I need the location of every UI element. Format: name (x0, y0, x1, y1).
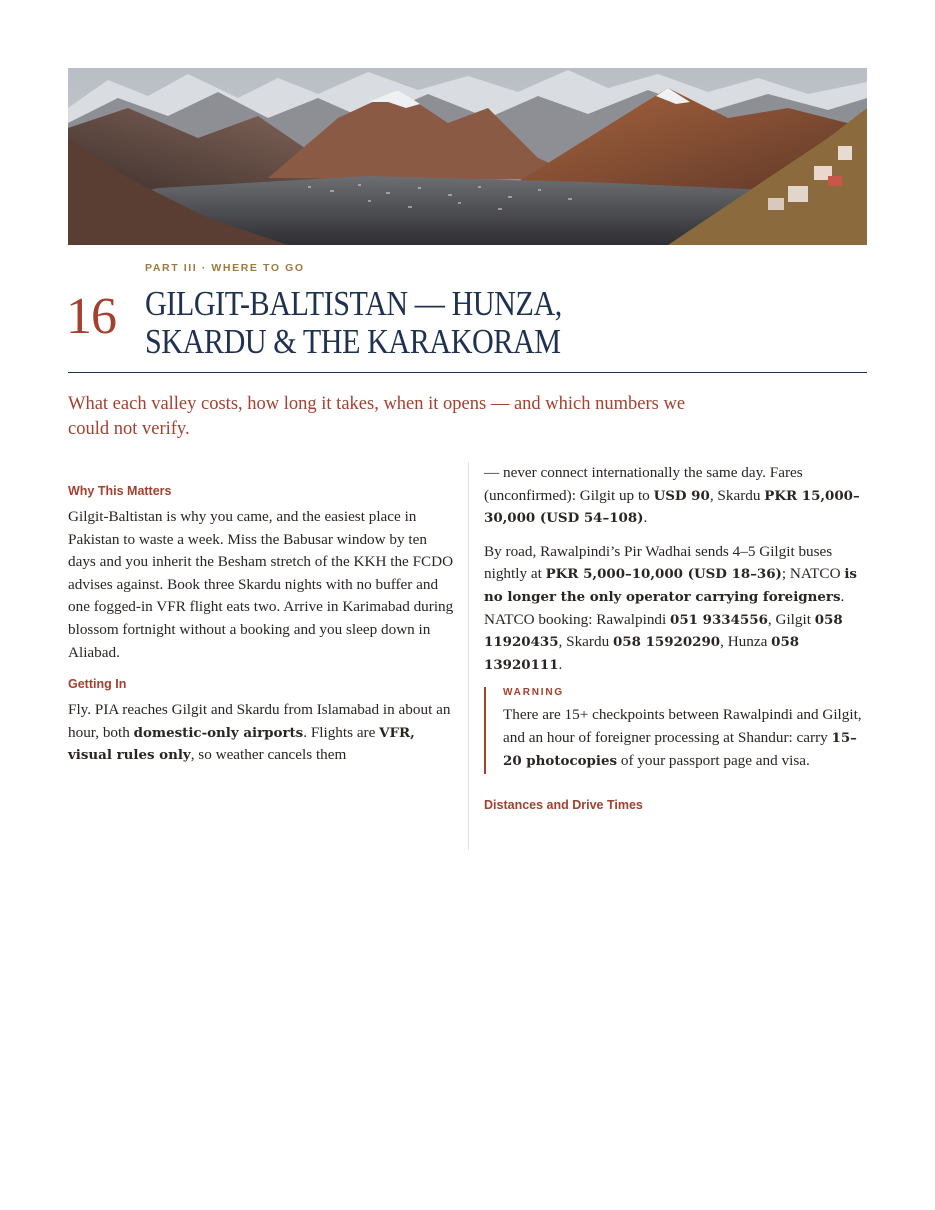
why-this-matters-text: Gilgit-Baltistan is why you came, and the easiest place in Pakistan to waste a week. Miss the Babusar window by ten days and you inherit the Besham stretch of the KKH the FCDO advises against. Book three Skardu nights with no buffer and one fogged-in VFR flight eats two. Arrive in Karimabad during blossom fortnight without a booking and you sleep down in Aliabad. (68, 508, 454, 661)
distances-heading: Distances and Drive Times (484, 798, 643, 813)
why-this-matters-heading: Why This Matters (68, 484, 172, 498)
warning-callout (484, 687, 869, 774)
title-divider (68, 372, 867, 373)
chapter-title-line-2: SKARDU & THE KARAKORAM (145, 322, 561, 361)
right-column (484, 462, 869, 820)
chapter-subtitle: What each valley costs, how long it takes, when it opens — and which numbers we could not verify. (68, 394, 686, 439)
left-column (68, 482, 454, 778)
getting-in-text: Fly. PIA reaches Gilgit and Skardu from Islamabad in about an hour, both domestic-only airports. Flights are VFR, visual rules only, so weather cancels them (68, 701, 451, 764)
column-divider (468, 462, 469, 850)
flights-continued-text: — never connect internationally the same day. Fares (unconfirmed): Gilgit up to USD 90, Skardu PKR 15,000–30,000 (USD 54–108). (484, 464, 860, 527)
by-road-text: By road, Rawalpindi’s Pir Wadhai sends 4–5 Gilgit buses nightly at PKR 5,000–10,000 (USD 18–36); NATCO is no longer the only operator carrying foreigners. NATCO booking: Rawalpindi 051 9334556, Gilgit 058 11920435, Skardu 058 15920290, Hunza 058 13920111. (484, 542, 857, 673)
chapter-number: 16 (66, 288, 116, 345)
part-label: PART III · WHERE TO GO (145, 262, 305, 274)
getting-in-heading: Getting In (68, 677, 127, 692)
warning-text: There are 15+ checkpoints between Rawalpindi and Gilgit, and an hour of foreigner processing at Shandur: carry 15–20 photocopies of your passport page and visa. (503, 706, 862, 769)
mountain-valley-photo-icon (68, 68, 867, 245)
warning-label: WARNING (503, 687, 564, 699)
chapter-title-line-1: GILGIT-BALTISTAN — HUNZA, (145, 284, 562, 323)
hero-image (68, 68, 867, 245)
chapter-title (145, 285, 627, 361)
